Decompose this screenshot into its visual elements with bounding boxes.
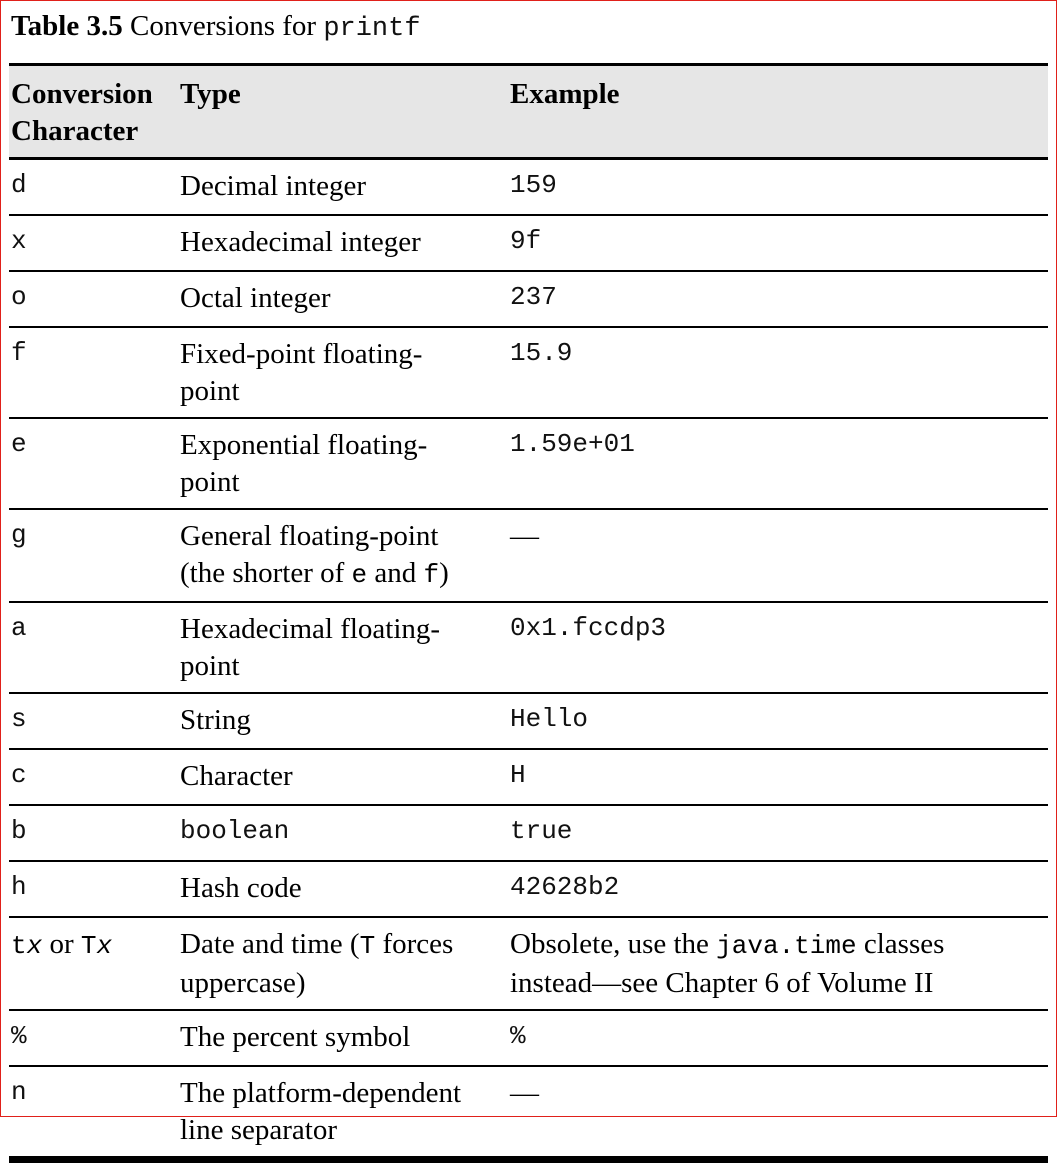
table-row (9, 271, 1048, 327)
example-cell: % (510, 1021, 526, 1051)
type-cell: Date and time (T forces uppercase) (180, 928, 454, 999)
conversions-table (9, 63, 1048, 1163)
table-row (9, 327, 1048, 418)
caption-code: printf (323, 14, 421, 44)
type-cell: Fixed-point floating- point (180, 338, 423, 407)
type-cell: Decimal integer (180, 170, 366, 202)
example-cell: 159 (510, 170, 557, 200)
type-cell: Character (180, 760, 293, 792)
type-cell: Hexadecimal floating- point (180, 613, 441, 682)
conversion-cell: h (11, 872, 27, 902)
conversion-cell: a (11, 613, 27, 643)
conversion-cell: e (11, 429, 27, 459)
example-cell: 9f (510, 226, 542, 256)
type-cell: String (180, 704, 251, 736)
conversion-cell: d (11, 170, 27, 200)
table-row (9, 1010, 1048, 1066)
header-conversion-character: Conversion Character (11, 78, 153, 147)
example-cell: — (510, 1077, 539, 1109)
type-cell: Hash code (180, 872, 302, 904)
conversion-cell: o (11, 282, 27, 312)
table-row (9, 159, 1048, 216)
type-cell: Exponential floating- point (180, 429, 428, 498)
example-cell: 237 (510, 282, 557, 312)
example-cell: H (510, 760, 526, 790)
example-cell: true (510, 816, 573, 846)
example-cell: 15.9 (510, 338, 573, 368)
table-row (9, 861, 1048, 917)
type-cell: The platform-dependent line separator (180, 1077, 462, 1146)
table-row (9, 1066, 1048, 1160)
header-row (9, 65, 1048, 159)
example-cell: — (510, 520, 539, 552)
conversion-cell: c (11, 760, 27, 790)
type-cell: Octal integer (180, 282, 331, 314)
conversion-cell: x (11, 226, 27, 256)
conversion-cell: b (11, 816, 27, 846)
conversion-cell: f (11, 338, 27, 368)
table-row (9, 917, 1048, 1010)
example-cell: 0x1.fccdp3 (510, 613, 667, 643)
example-cell: Hello (510, 704, 589, 734)
example-cell: Obsolete, use the java.time classes instead—see Chapter 6 of Volume II (510, 928, 945, 999)
table-row (9, 693, 1048, 749)
table-row (9, 215, 1048, 271)
table-row (9, 509, 1048, 602)
conversion-cell: g (11, 520, 27, 550)
example-cell: 1.59e+01 (510, 429, 635, 459)
table-row (9, 749, 1048, 805)
type-cell: Hexadecimal integer (180, 226, 421, 258)
example-cell: 42628b2 (510, 872, 620, 902)
conversion-cell: n (11, 1077, 27, 1107)
table-row (9, 418, 1048, 509)
type-cell: General floating-point (the shorter of e and f) (180, 520, 449, 590)
type-cell: boolean (180, 816, 290, 846)
table-header (9, 65, 1048, 159)
type-cell: The percent symbol (180, 1021, 411, 1053)
table-number: Table 3.5 (11, 10, 123, 42)
table-caption (11, 8, 421, 47)
table-row (9, 602, 1048, 693)
header-example: Example (510, 78, 620, 110)
conversion-cell: % (11, 1021, 27, 1051)
conversion-cell: tx or Tx (11, 928, 113, 961)
conversion-cell: s (11, 704, 27, 734)
table-row (9, 805, 1048, 861)
header-type: Type (180, 78, 241, 110)
table-body (9, 159, 1048, 1160)
caption-text: Conversions for (130, 10, 317, 42)
